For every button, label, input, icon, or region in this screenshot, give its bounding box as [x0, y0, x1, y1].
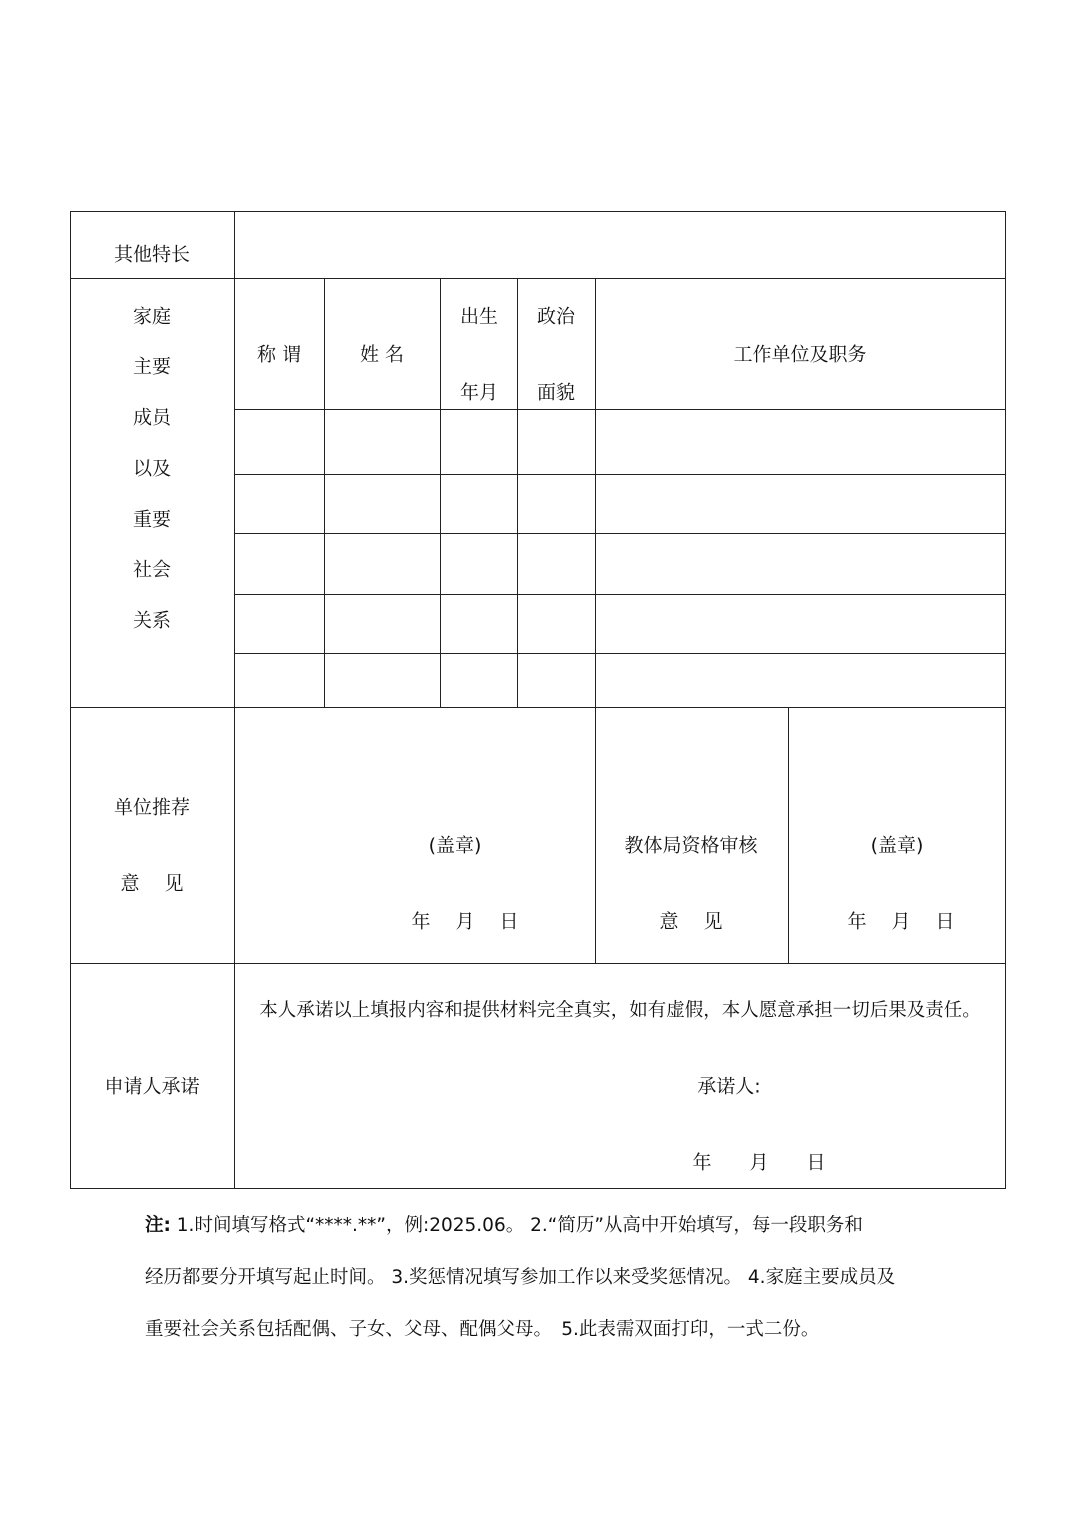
- header-name: 姓 名: [359, 343, 405, 366]
- row-divider: [234, 653, 1006, 654]
- review-label: 教体局资格审核: [624, 834, 758, 857]
- note-line: 重要社会关系包括配偶、子女、父母、配偶父母。 5.此表需双面打印，一式二份。: [145, 1319, 820, 1340]
- family-label-line: 家庭: [132, 305, 172, 328]
- review-date: 年 月 日: [847, 910, 955, 933]
- header-relation: 称 谓: [256, 343, 302, 366]
- header-political: 面貌: [536, 381, 576, 404]
- recommend-label: 意 见: [120, 872, 184, 895]
- note-prefix: 注:: [145, 1215, 171, 1236]
- review-seal: (盖章): [870, 834, 924, 857]
- family-label-line: 成员: [132, 406, 172, 429]
- col-divider: [324, 278, 325, 707]
- pledge-label: 申请人承诺: [104, 1075, 200, 1098]
- pledge-signer: 承诺人:: [697, 1075, 761, 1098]
- other-skills-label: 其他特长: [113, 243, 191, 266]
- family-label-line: 社会: [132, 558, 172, 581]
- header-political: 政治: [536, 305, 576, 328]
- table-border: [70, 1188, 1006, 1189]
- header-work: 工作单位及职务: [733, 343, 867, 366]
- recommend-label: 单位推荐: [113, 796, 191, 819]
- note-text: 1.时间填写格式“****.**”，例:2025.06。 2.“简历”从高中开始填写，每一段职务和: [170, 1215, 863, 1236]
- col-divider: [788, 707, 789, 963]
- note-line: [145, 1211, 863, 1237]
- family-label-line: 重要: [132, 508, 172, 531]
- row-divider: [234, 409, 1006, 410]
- table-border: [1005, 211, 1006, 1189]
- row-divider: [70, 707, 1006, 708]
- family-label-line: 以及: [132, 457, 172, 480]
- col-divider: [517, 278, 518, 707]
- recommend-date: 年 月 日: [411, 910, 519, 933]
- header-birth: 年月: [459, 381, 499, 404]
- family-label-line: 主要: [132, 355, 172, 378]
- note-line: 经历都要分开填写起止时间。 3.奖惩情况填写参加工作以来受奖惩情况。 4.家庭主要成员及: [145, 1267, 896, 1288]
- pledge-text: 本人承诺以上填报内容和提供材料完全真实，如有虚假，本人愿意承担一切后果及责任。: [259, 1000, 981, 1021]
- recommend-seal: (盖章): [428, 834, 482, 857]
- family-label-line: 关系: [132, 609, 172, 632]
- row-divider: [70, 278, 1006, 279]
- review-label: 意 见: [659, 910, 723, 933]
- row-divider: [234, 474, 1006, 475]
- row-divider: [234, 533, 1006, 534]
- col-divider: [234, 211, 235, 1189]
- table-border: [70, 211, 71, 1189]
- col-divider: [595, 278, 596, 963]
- header-birth: 出生: [459, 305, 499, 328]
- row-divider: [234, 594, 1006, 595]
- pledge-date: 年 月 日: [692, 1151, 826, 1174]
- other-skills-field[interactable]: [235, 212, 1005, 278]
- row-divider: [70, 963, 1006, 964]
- col-divider: [440, 278, 441, 707]
